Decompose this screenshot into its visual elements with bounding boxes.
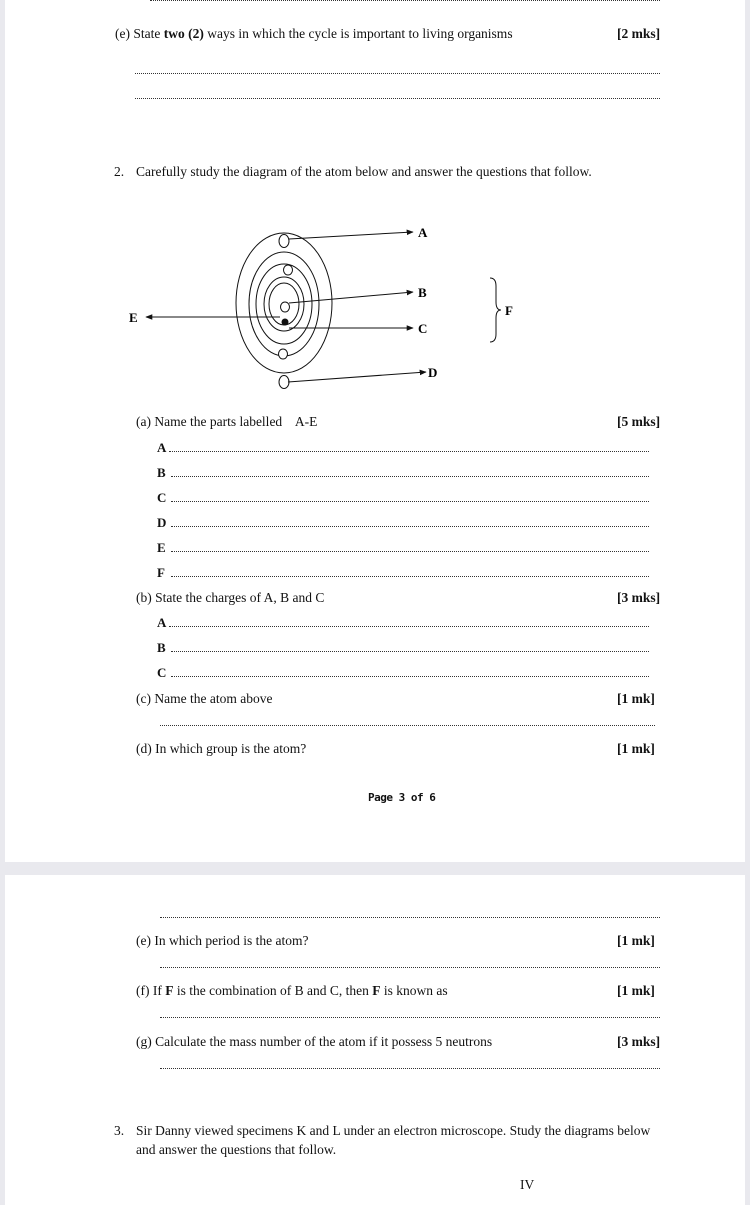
- question-2-intro: Carefully study the diagram of the atom below and answer the questions that follow.: [136, 164, 592, 179]
- answer-line[interactable]: [169, 451, 649, 452]
- answer-line[interactable]: [160, 1068, 660, 1069]
- q2f-marks: [1 mk]: [617, 983, 655, 998]
- question-2-number: 2.: [114, 164, 125, 179]
- q2f-text: (f) If: [136, 983, 166, 998]
- top-answer-line: [150, 0, 660, 1]
- diagram-label-partial: IV: [520, 1177, 535, 1192]
- arrow-b: [289, 292, 413, 303]
- diagram-label-a: A: [418, 225, 428, 240]
- question-2e: (e) In which period is the atom?: [136, 933, 309, 948]
- electron-mid-top: [284, 265, 293, 275]
- q2d-marks: [1 mk]: [617, 741, 655, 756]
- atom-diagram: [5, 220, 745, 400]
- answer-line[interactable]: [160, 725, 655, 726]
- blank-label-e: E: [157, 540, 166, 555]
- q2e-marks: [1 mk]: [617, 933, 655, 948]
- answer-line[interactable]: [160, 917, 660, 918]
- diagram-label-d: D: [428, 365, 438, 380]
- electron-mid-bottom: [279, 349, 288, 359]
- blank-label-c: C: [157, 490, 167, 505]
- arrow-d: [288, 372, 426, 382]
- answer-line[interactable]: [171, 676, 649, 677]
- answer-line[interactable]: [171, 501, 649, 502]
- q2c-marks: [1 mk]: [617, 691, 655, 706]
- charge-label-b: B: [157, 640, 166, 655]
- exam-page-3: [5, 0, 745, 862]
- arrow-a: [289, 232, 413, 239]
- question-2g: (g) Calculate the mass number of the atom if it possess 5 neutrons: [136, 1034, 493, 1049]
- q2f-text-end: is known as: [380, 983, 448, 998]
- diagram-label-f: F: [505, 303, 513, 318]
- answer-line[interactable]: [171, 476, 649, 477]
- q1e-bold: two (2): [163, 26, 204, 41]
- blank-label-d: D: [157, 515, 167, 530]
- q2f-bold-f: F: [165, 983, 174, 998]
- answer-line[interactable]: [160, 1017, 660, 1018]
- q1e-text: (e) State: [115, 26, 164, 41]
- question-2c: (c) Name the atom above: [136, 691, 273, 706]
- answer-line[interactable]: [169, 626, 649, 627]
- question-2d: (d) In which group is the atom?: [136, 741, 307, 756]
- diagram-label-e: E: [129, 310, 138, 325]
- q2b-marks: [3 mks]: [617, 590, 661, 605]
- charge-label-c: C: [157, 665, 167, 680]
- answer-line[interactable]: [171, 576, 649, 577]
- exam-page-4: [5, 875, 745, 1205]
- answer-line[interactable]: [171, 651, 649, 652]
- blank-label-a: A: [157, 440, 167, 455]
- brace-f: [490, 278, 501, 342]
- blank-label-f: F: [157, 565, 165, 580]
- question-2f: [136, 983, 448, 999]
- answer-line: [135, 98, 660, 99]
- q1e-text-rest: ways in which the cycle is important to living organisms: [203, 26, 513, 41]
- diagram-label-c: C: [418, 321, 428, 336]
- particle-filled: [282, 319, 289, 326]
- question-1e: [115, 26, 513, 42]
- particle-open: [281, 302, 290, 312]
- electron-outer-bottom: [279, 376, 289, 389]
- answer-line: [135, 73, 660, 74]
- answer-line[interactable]: [171, 551, 649, 552]
- question-3-line2: and answer the questions that follow.: [136, 1142, 337, 1157]
- question-2a: (a) Name the parts labelled A-E: [136, 414, 318, 429]
- q2f-text-mid: is the combination of B and C, then: [173, 983, 373, 998]
- q2f-bold-f2: F: [372, 983, 381, 998]
- blank-label-b: B: [157, 465, 166, 480]
- answer-line[interactable]: [160, 967, 660, 968]
- answer-line[interactable]: [171, 526, 649, 527]
- charge-label-a: A: [157, 615, 167, 630]
- question-3-line1: Sir Danny viewed specimens K and L under an electron microscope. Study the diagrams below: [136, 1123, 651, 1138]
- question-3-number: 3.: [114, 1123, 125, 1138]
- page-footer: Page 3 of 6: [368, 791, 436, 804]
- q1e-marks: [2 mks]: [617, 26, 661, 41]
- electron-outer-top: [279, 235, 289, 248]
- q2a-marks: [5 mks]: [617, 414, 661, 429]
- diagram-label-b: B: [418, 285, 427, 300]
- question-2b: (b) State the charges of A, B and C: [136, 590, 325, 605]
- q2g-marks: [3 mks]: [617, 1034, 661, 1049]
